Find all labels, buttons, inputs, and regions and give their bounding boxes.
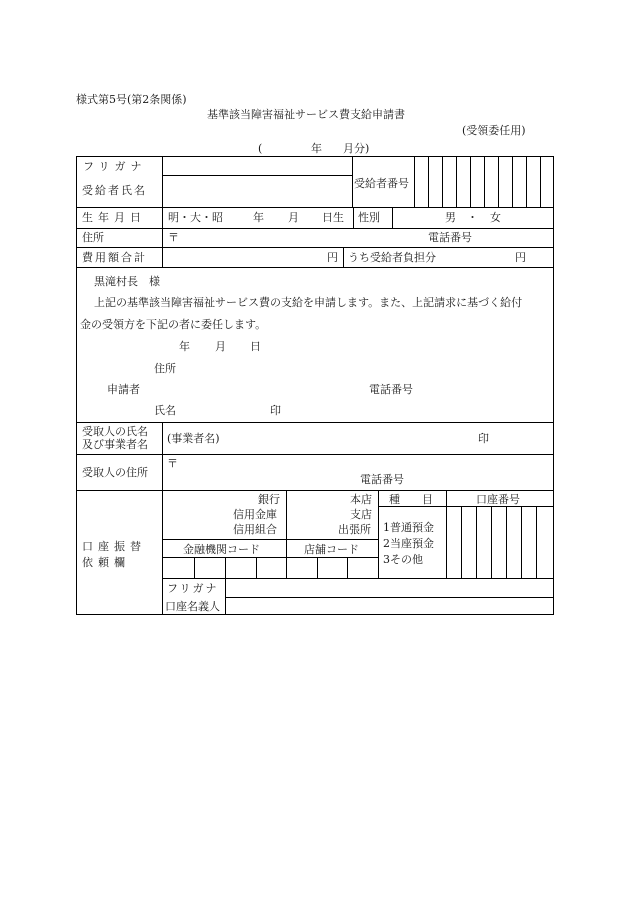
col-line — [352, 156, 353, 207]
account-box-line — [536, 506, 537, 578]
row-line — [76, 490, 554, 491]
account-box-line — [491, 506, 492, 578]
postal-mark: 〒 — [168, 231, 179, 244]
bank-section-label-1: 口座振替 — [82, 540, 146, 553]
code-box-line — [317, 557, 318, 578]
digit-box-line — [470, 156, 471, 207]
holder-divider — [225, 597, 554, 598]
furigana-label: フリガナ — [83, 160, 147, 173]
code-box-line — [194, 557, 195, 578]
holder-line — [163, 578, 554, 579]
branch-code-label: 店舗コード — [304, 543, 359, 556]
birth-eras: 明・大・昭 — [168, 211, 223, 224]
receiver-name-label-1: 受取人の氏名 — [82, 425, 148, 438]
account-box-line — [521, 506, 522, 578]
burden-label: うち受給者負担分 — [348, 251, 436, 264]
row-line — [76, 207, 554, 208]
receiver-seal: 印 — [478, 432, 489, 445]
applicant-name-label: 氏名 — [154, 404, 176, 417]
applicant-seal: 印 — [270, 404, 281, 417]
cost-yen: 円 — [327, 251, 338, 264]
label-col-line — [162, 156, 163, 267]
bank-type-credit-union: 信用組合 — [233, 523, 277, 536]
birth-year: 年 — [253, 211, 264, 224]
row-line — [76, 454, 554, 455]
bank-type-credit-bank: 信用金庫 — [233, 508, 277, 521]
col-line — [353, 207, 354, 228]
furigana-field[interactable] — [164, 158, 351, 174]
digit-box-line — [442, 156, 443, 207]
applicant-phone-label: 電話番号 — [369, 383, 413, 396]
furigana-divider — [163, 175, 352, 176]
account-box-line — [461, 506, 462, 578]
digit-box-line — [512, 156, 513, 207]
row-line — [76, 228, 554, 229]
burden-yen: 円 — [515, 251, 526, 264]
office-head: 本店 — [350, 493, 372, 506]
holder-col-line — [225, 578, 226, 615]
delegation-note: (受領委任用) — [462, 124, 526, 137]
row-line — [76, 267, 554, 268]
form-title: 基準該当障害福祉サービス費支給申請書 — [207, 108, 405, 121]
digit-box-line — [428, 156, 429, 207]
bank-header-line — [378, 506, 554, 507]
request-text-line1: 上記の基準該当障害福祉サービス費の支給を申請します。また、上記請求に基づく給付 — [94, 296, 523, 309]
request-text-line2: 金の受領方を下記の者に委任します。 — [80, 318, 267, 331]
request-day: 日 — [250, 340, 261, 353]
digit-box-line — [484, 156, 485, 207]
birth-month: 月 — [288, 211, 299, 224]
col-line — [286, 490, 287, 578]
bank-section-label-2: 依頼欄 — [82, 556, 130, 569]
code-box-line — [347, 557, 348, 578]
account-type-2[interactable]: 2当座預金 — [383, 537, 434, 550]
form-number: 様式第5号(第2条関係) — [76, 93, 187, 106]
account-number-label: 口座番号 — [476, 493, 520, 506]
holder-furigana-label: フリガナ — [167, 582, 219, 595]
row-line — [76, 422, 554, 423]
account-holder-label: 口座名義人 — [165, 600, 220, 613]
col-line — [414, 156, 415, 207]
code-box-line — [256, 557, 257, 578]
digit-box-line — [526, 156, 527, 207]
digit-box-line — [540, 156, 541, 207]
bank-type-bank: 銀行 — [258, 493, 280, 506]
account-type-label: 種 目 — [389, 493, 433, 506]
birth-day: 日生 — [322, 211, 344, 224]
receiver-name-label-2: 及び事業者名 — [82, 438, 148, 451]
row-line — [76, 247, 554, 248]
receiver-postal-mark: 〒 — [167, 457, 178, 470]
code-box-line — [163, 557, 378, 558]
period-month: 月分) — [343, 142, 370, 155]
col-line — [392, 207, 393, 228]
office-branch: 支店 — [350, 508, 372, 521]
period-open-paren: ( — [258, 142, 263, 155]
account-box-line — [506, 506, 507, 578]
cost-total-label: 費用額合計 — [82, 251, 147, 264]
applicant-label: 申請者 — [107, 383, 140, 396]
code-box-line — [225, 557, 226, 578]
receiver-address-label: 受取人の住所 — [82, 466, 148, 479]
business-name-label: (事業者名) — [167, 432, 220, 445]
request-month: 月 — [215, 340, 226, 353]
account-type-1[interactable]: 1普通預金 — [383, 521, 434, 534]
institution-code-label: 金融機関コード — [183, 543, 260, 556]
label-col-line — [162, 422, 163, 615]
address-label-first: 住所 — [82, 231, 104, 244]
applicant-address-label: 住所 — [154, 362, 176, 375]
request-year: 年 — [179, 340, 190, 353]
sex-separator: ・ — [467, 211, 478, 224]
receiver-phone-label: 電話番号 — [360, 473, 404, 486]
recipient-number-label: 受給者番号 — [354, 177, 409, 190]
code-label-line — [163, 539, 378, 540]
recipient-name-field[interactable] — [164, 177, 351, 206]
period-year: 年 — [311, 142, 322, 155]
sex-label: 性別 — [358, 211, 380, 224]
address-phone-label: 電話番号 — [428, 231, 472, 244]
office-sub-branch: 出張所 — [338, 523, 371, 536]
digit-box-line — [456, 156, 457, 207]
recipient-name-label: 受給者氏名 — [82, 184, 147, 197]
sex-female[interactable]: 女 — [490, 211, 501, 224]
col-line — [378, 490, 379, 578]
sex-male[interactable]: 男 — [445, 211, 456, 224]
addressee: 黒滝村長 様 — [94, 275, 160, 288]
birth-label: 生年月日 — [82, 211, 146, 224]
col-line — [446, 490, 447, 578]
digit-box-line — [498, 156, 499, 207]
col-line — [343, 247, 344, 267]
account-type-3[interactable]: 3その他 — [383, 553, 423, 566]
account-box-line — [476, 506, 477, 578]
